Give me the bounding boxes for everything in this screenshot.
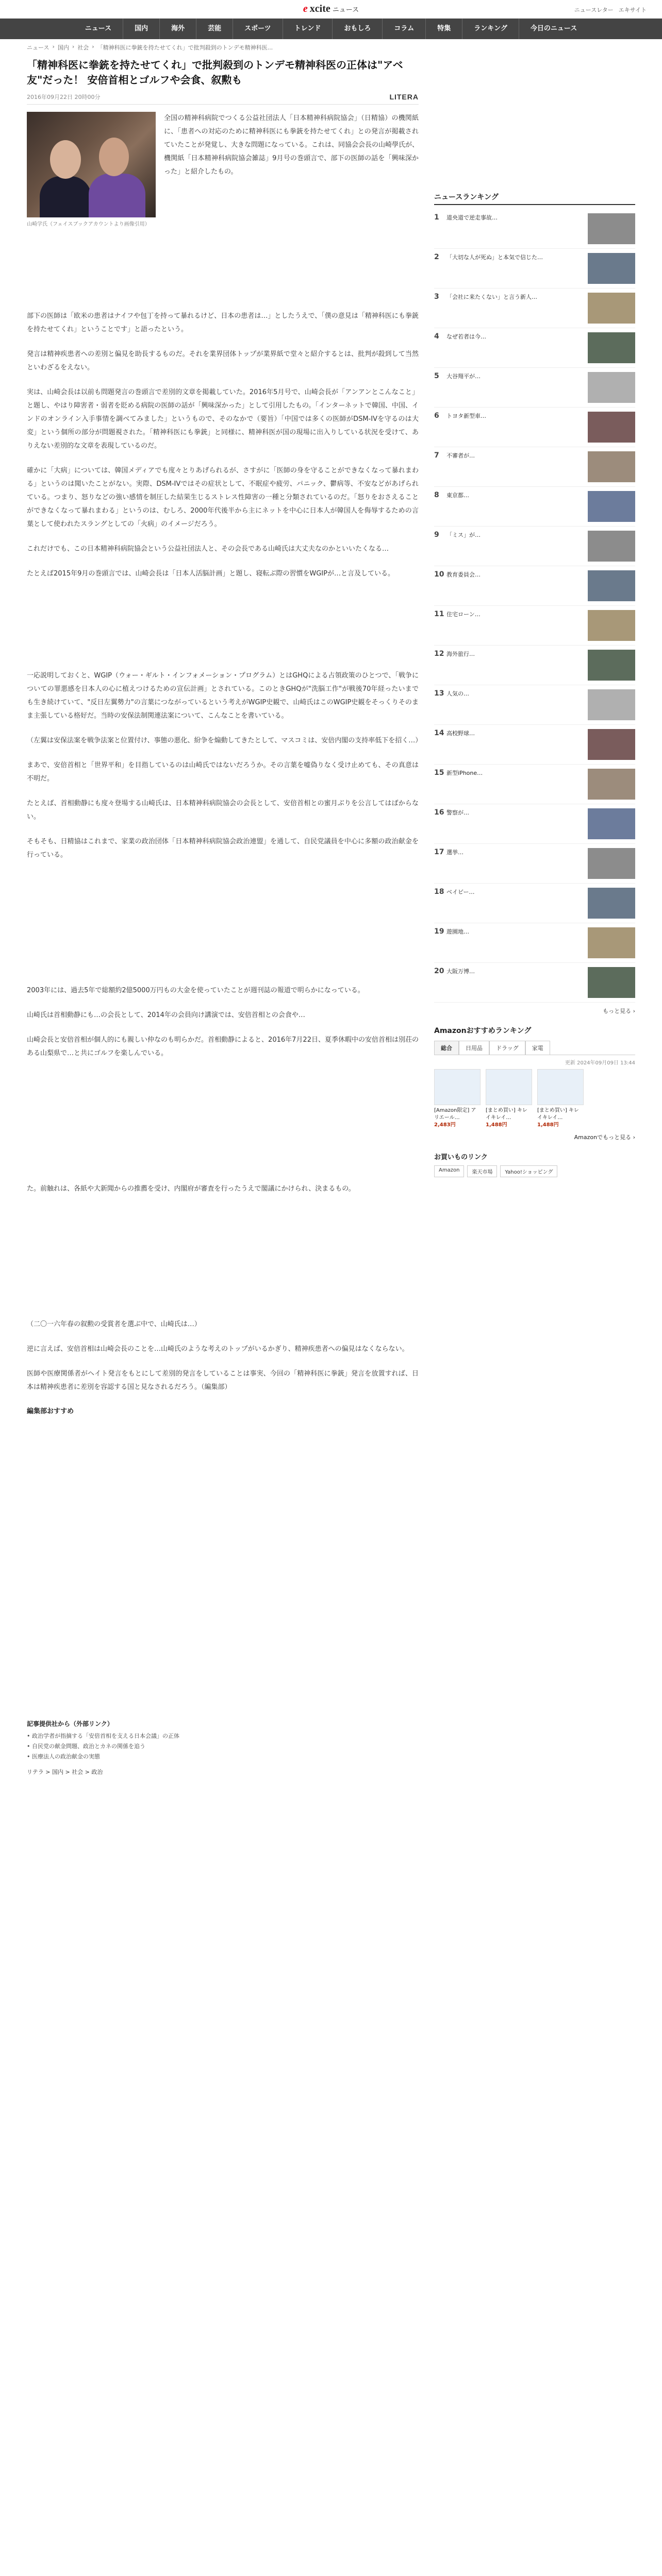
amazon-item[interactable]	[434, 1069, 481, 1129]
article-paragraph: 一応説明しておくと、WGIP（ウォー・ギルト・インフォメーション・プログラム）とはGHQによる占領政策のひとつで、「戦争についての罪悪感を日本人の心に植えつけるための宣伝計画」とされている。このときGHQが"洗脳工作"が戦後70年経ったいまでも生き続けていて、"反日左翼勢力"の言葉につながっているという考えがWGIP史観で、山崎氏はこのWGIP史観をそっくりそのまま主張している格好だ。当時の安保法制関連法案について、こんなことを書いている。	[27, 672, 419, 720]
photo-caption: 山崎学氏（フェイスブックアカウントより画像引用）	[27, 222, 150, 227]
nav-trend[interactable]: トレンド	[283, 19, 333, 39]
ranking-thumbnail	[588, 689, 635, 720]
product-price: 1,488円	[486, 1122, 507, 1128]
product-name: [まとめ買い] キレイキレイ…	[486, 1108, 527, 1121]
source-logo[interactable]: LITERA	[389, 93, 419, 101]
ranking-title: 「ミス」が…	[446, 532, 481, 538]
article-paragraph: 全国の精神科病院でつくる公益社団法人「日本精神科病院協会」（日精協）の機関紙に、「患者への対応のために精神科医にも拳銃を持たせてくれ」との発言が掲載されていたことが発覚し、大きな問題になっている。これは、同協会会長の山崎學氏が、機関紙「日本精神科病院協会雑誌」9月号の巻頭言で、部下の医師の話を「興味深かった」と紹介したもの。	[164, 114, 419, 176]
ranking-item[interactable]	[434, 804, 635, 844]
amazon-tabs	[434, 1041, 635, 1055]
ranking-number: 16	[434, 808, 444, 817]
rakuten-link[interactable]: 楽天市場	[467, 1165, 497, 1177]
top-links	[574, 6, 647, 14]
ranking-number: 7	[434, 451, 439, 460]
amazon-item[interactable]	[486, 1069, 532, 1129]
ranking-title: 大阪万博…	[446, 968, 475, 975]
amazon-tab-all[interactable]: 総合	[434, 1041, 459, 1055]
product-name: [まとめ買い] キレイキレイ…	[537, 1108, 579, 1121]
ranking-number: 20	[434, 967, 444, 975]
amazon-tab-electronics[interactable]: 家電	[525, 1041, 550, 1055]
logo-e: e	[303, 3, 308, 14]
ranking-thumbnail	[588, 372, 635, 403]
article-photo-block	[27, 112, 156, 227]
ranking-list	[434, 209, 635, 1003]
footnote-link[interactable]: • 自民党の献金問題、政治とカネの関係を追う	[27, 1741, 419, 1752]
ranking-item[interactable]	[434, 209, 635, 249]
breadcrumb-current: 「精神科医に拳銃を持たせてくれ」で批判殺到のトンデモ精神科医...	[97, 44, 273, 51]
shopping-links	[434, 1165, 635, 1177]
ranking-title: 東京都…	[446, 492, 469, 499]
top-bar	[0, 0, 662, 19]
product-image	[537, 1069, 584, 1105]
article-paragraph: 2003年には、過去5年で総額約2億5000万円もの大金を使っていたことが週刊誌の報道で明らかになっている。	[27, 987, 365, 994]
nav-domestic[interactable]: 国内	[123, 19, 159, 39]
ranking-thumbnail	[588, 610, 635, 641]
ranking-item[interactable]	[434, 725, 635, 765]
nav-ranking[interactable]: ランキング	[462, 19, 519, 39]
ranking-item[interactable]	[434, 289, 635, 328]
article-paragraph: まあで、安倍首相と「世界平和」を目指しているのは山崎氏ではないだろうか。その言葉を嘘偽りなく受け止めても、その真意は不明だ。	[27, 761, 419, 783]
excite-logo[interactable]	[303, 3, 359, 15]
article-paragraph: た。前触れは、各紙や大新聞からの推薦を受け、内閣府が審査を行ったうえで閣議にかけられ、決まるもの。	[27, 1185, 355, 1193]
product-price: 2,483円	[434, 1122, 456, 1128]
ranking-title: 人気の…	[446, 690, 469, 697]
article-paragraph: 山崎氏は首相動静にも…の会長として、2014年の会員向け講演では、安倍首相との会食や…	[27, 1011, 305, 1019]
article-main	[27, 58, 422, 1776]
nav-overseas[interactable]: 海外	[159, 19, 196, 39]
ad-space	[27, 1072, 419, 1182]
ranking-title: 海外旅行…	[446, 651, 475, 657]
ranking-item[interactable]	[434, 368, 635, 408]
ranking-title: 「会社に来たくない」と言う新人…	[446, 294, 537, 300]
breadcrumb-sep: ›	[92, 43, 94, 50]
ranking-thumbnail	[588, 570, 635, 601]
ranking-thumbnail	[588, 412, 635, 443]
article-paragraph: （二〇一六年春の叙勲の受賞者を選ぶ中で、山崎氏は…）	[27, 1320, 201, 1328]
ranking-thumbnail	[588, 213, 635, 244]
ranking-number: 10	[434, 570, 444, 579]
nav-sports[interactable]: スポーツ	[233, 19, 282, 39]
breadcrumb	[27, 43, 635, 52]
ranking-number: 17	[434, 848, 444, 856]
amazon-updated: 更新 2024年09月09日 13:44	[565, 1060, 635, 1066]
ranking-thumbnail	[588, 491, 635, 522]
ranking-item[interactable]	[434, 249, 635, 289]
ranking-item[interactable]	[434, 566, 635, 606]
footnote-link[interactable]: • 医療法人の政治献金の実態	[27, 1752, 419, 1762]
ranking-title: なぜ若者は今…	[446, 333, 486, 340]
yahoo-shopping-link[interactable]: Yahoo!ショッピング	[500, 1165, 557, 1177]
article-paragraph: たとえば2015年9月の巻頭言では、山崎会長は「日本人活脳計画」と題し、寝転ぶ際の習慣をWGIPが…と言及している。	[27, 570, 394, 578]
ranking-heading: ニュースランキング	[434, 192, 635, 205]
article-paragraph: そもそも、日精協はこれまで、家業の政治団体「日本精神科病院協会政治連盟」を通して、自民党議員を中心に多額の政治献金を行っている。	[27, 838, 419, 859]
ranking-thumbnail	[588, 769, 635, 800]
article-paragraph: たとえば、首相動静にも度々登場する山崎氏は、日本精神科病院協会の会長として、安倍首相との蜜月ぶりを公言してはばからない。	[27, 800, 419, 821]
ranking-title: トヨタ新型車…	[446, 413, 486, 419]
ranking-thumbnail	[588, 253, 635, 284]
ranking-item[interactable]	[434, 328, 635, 368]
ranking-item[interactable]	[434, 408, 635, 447]
ranking-thumbnail	[588, 451, 635, 482]
article-meta	[27, 93, 419, 105]
amazon-link[interactable]: Amazon	[434, 1165, 464, 1177]
article-paragraph: 実は、山崎会長は以前も問題発言の巻頭言で差別的文章を掲載していた。2016年5月号で、山崎会長が「アンアンとこんなこと」と題し、やはり障害者・弱者を貶める病院の医師の話が「興味深かった」として引用したもの。「インターネットで韓国、中国、インドのオンライン入手事情を調べてみました」というもので、そのなかで（要旨）「中国では多くの医師がDSM-IVを守るのは大変」という個所の部分が問題視された。「精神科医にも拳銃」と同様に、精神科医が国の現場に出入りしている状況を受けて、ありえない差別的な文章を表現しているのだ。	[27, 388, 419, 450]
product-image	[434, 1069, 481, 1105]
article-paragraph: 医師や医療関係者がヘイト発言をもとにして差別的発言をしていることは事実、今回の「精神科医に拳銃」発言を放置すれば、日本は精神疾患者に差別を容認する国と見なされるだろう。（編集部）	[27, 1370, 419, 1391]
breadcrumb-item[interactable]: 国内	[57, 44, 69, 51]
nav-feature[interactable]: 特集	[425, 19, 462, 39]
ranking-number: 1	[434, 213, 439, 222]
ranking-thumbnail	[588, 729, 635, 760]
ranking-number: 12	[434, 650, 444, 658]
ranking-thumbnail	[588, 808, 635, 839]
ranking-title: 不審者が…	[446, 452, 475, 459]
nav-today[interactable]: 今日のニュース	[519, 19, 588, 39]
footnote-link[interactable]: • 政治学者が指摘する「安倍首相を支える日本会議」の正体	[27, 1731, 419, 1741]
ranking-thumbnail	[588, 293, 635, 324]
ranking-thumbnail	[588, 888, 635, 919]
ranking-title: 高校野球…	[446, 730, 475, 737]
article-paragraph: 確かに「大病」については、韓国メディアでも度々とりあげられるが、さすがに「医師の身を守ることができなくなって暴れまわる」というのは聞いたことがない。実際、DSM-IVではその症状として、不眠症や疲労、パニック、鬱病等、不安などがあげられている。つまり、怒りなどの強い感情を制圧した結果生じるストレス性障害の一種と分類されているのだ。「怒りをおさえることができなくなって暴れまわる」というのは、むしろ、2000年代後半から主にネットを中心に日本人が韓国人を侮辱するための言葉として使われたスラングとしての「火病」のイメージだろう。	[27, 467, 419, 528]
ranking-item[interactable]	[434, 963, 635, 1003]
ad-space	[27, 873, 419, 984]
breadcrumb-item[interactable]: 社会	[77, 44, 89, 51]
ranking-number: 11	[434, 610, 444, 618]
ranking-number: 6	[434, 412, 439, 420]
bottom-breadcrumb[interactable]: リテラ > 国内 > 社会 > 政治	[27, 1769, 103, 1776]
article-paragraph: 発言は精神疾患者への差別と偏見を助長するものだ。それを業界団体トップが業界紙で堂々と紹介するとは、批判が殺到して当然といわざるをえない。	[27, 350, 419, 371]
ranking-number: 8	[434, 491, 439, 499]
amazon-heading: Amazonおすすめランキング	[434, 1027, 532, 1035]
ad-space	[27, 1207, 419, 1318]
article-paragraph: これだけでも、この日本精神科病院協会という公益社団法人と、その会長である山崎氏は大丈夫なのかといいたくなる…	[27, 545, 389, 553]
ranking-title: 「大切な人が死ぬ」と本気で信じた…	[446, 254, 543, 261]
amazon-item[interactable]	[537, 1069, 584, 1129]
ranking-number: 18	[434, 888, 444, 896]
ranking-title: 教育委員会…	[446, 571, 481, 578]
ranking-title: 新型iPhone…	[446, 770, 483, 776]
ranking-title: 住宅ローン…	[446, 611, 481, 618]
amazon-tab-daily[interactable]: 日用品	[459, 1041, 489, 1055]
ranking-number: 14	[434, 729, 444, 737]
logo-text: xcite	[309, 3, 330, 14]
article-paragraph: 部下の医師は「欧米の患者はナイフや包丁を持って暴れるけど、日本の患者は…」としたうえで、「僕の意見は「精神科医にも拳銃を持たせてくれ」ということです」と語ったという。	[27, 312, 419, 333]
ranking-title: 警察が…	[446, 809, 469, 816]
main-nav	[0, 19, 662, 39]
nav-entertainment[interactable]: 芸能	[196, 19, 233, 39]
breadcrumb-sep: ›	[52, 43, 55, 50]
ranking-number: 9	[434, 531, 439, 539]
article-title: 「精神科医に拳銃を持たせてくれ」で批判殺到のトンデモ精神科医の正体は"アベ友"だった！ 安倍首相とゴルフや会食、叙勲も	[27, 59, 403, 86]
footnote-heading: 記事提供社から（外部リンク）	[27, 1720, 113, 1727]
ranking-title: 選挙…	[446, 849, 464, 856]
amazon-items	[434, 1069, 635, 1129]
breadcrumb-item[interactable]: ニュース	[27, 44, 49, 51]
ranking-thumbnail	[588, 927, 635, 958]
article-paragraph: 山崎会長と安倍首相が個人的にも親しい仲なのも明らかだ。首相動静によると、2016年7月22日、夏季休暇中の安倍首相は別荘のある山梨県で…と共にゴルフを楽しんでいる。	[27, 1036, 419, 1057]
ranking-title: 遊園地…	[446, 928, 469, 935]
product-price: 1,488円	[537, 1122, 559, 1128]
ranking-thumbnail	[588, 332, 635, 363]
ranking-item[interactable]	[434, 606, 635, 646]
ranking-thumbnail	[588, 650, 635, 681]
sidebar	[434, 58, 635, 1776]
ranking-item[interactable]	[434, 527, 635, 566]
article-paragraph: （左翼は安保法案を戦争法案と位置付け、事態の悪化、紛争を煽動してきたとして、マスコミは、安倍内閣の支持率低下を招く…）	[27, 737, 422, 744]
ranking-thumbnail	[588, 967, 635, 998]
amazon-more-link[interactable]: Amazonでもっと見る ›	[574, 1134, 635, 1141]
ad-space	[27, 592, 419, 669]
product-image	[486, 1069, 532, 1105]
ranking-number: 15	[434, 769, 444, 777]
ranking-title: ベイビー…	[446, 889, 475, 895]
article-date: 2016年09月22日 20時00分	[27, 94, 101, 100]
ranking-title: 大谷翔平が…	[446, 373, 481, 380]
ranking-item[interactable]	[434, 844, 635, 884]
ranking-number: 4	[434, 332, 439, 341]
ranking-thumbnail	[588, 848, 635, 879]
ranking-thumbnail	[588, 531, 635, 562]
ranking-number: 13	[434, 689, 444, 698]
ranking-item[interactable]	[434, 923, 635, 963]
ranking-number: 3	[434, 293, 439, 301]
logo-news: ニュース	[332, 6, 359, 14]
ad-space	[27, 232, 419, 310]
article-paragraph: 逆に言えば、安倍首相は山崎会長のことを…山崎氏のような考えのトップがいるかぎり、精神疾患者への偏見はなくならない。	[27, 1345, 409, 1353]
ranking-more-link[interactable]: もっと見る ›	[603, 1008, 635, 1014]
product-name: [Amazon限定] アリエール…	[434, 1108, 476, 1121]
ranking-number: 5	[434, 372, 439, 380]
nav-funny[interactable]: おもしろ	[332, 19, 382, 39]
amazon-tab-drug[interactable]: ドラッグ	[489, 1041, 525, 1055]
ranking-item[interactable]	[434, 487, 635, 527]
breadcrumb-sep: ›	[72, 43, 75, 50]
nav-news[interactable]: ニュース	[85, 25, 112, 32]
excite-link[interactable]: エキサイト	[618, 7, 647, 13]
article-photo	[27, 112, 156, 217]
newsletter-link[interactable]: ニュースレター	[574, 7, 614, 13]
ranking-item[interactable]	[434, 646, 635, 685]
ranking-item[interactable]	[434, 685, 635, 725]
ranking-title: 道央道で逆走事故…	[446, 214, 498, 221]
nav-column[interactable]: コラム	[382, 19, 425, 39]
footnote-list	[27, 1731, 419, 1761]
ranking-item[interactable]	[434, 765, 635, 804]
ranking-item[interactable]	[434, 447, 635, 487]
shopping-links-heading: お買いものリンク	[434, 1154, 488, 1161]
recommend-heading: 編集部おすすめ	[27, 1408, 74, 1415]
ranking-item[interactable]	[434, 884, 635, 923]
ranking-number: 19	[434, 927, 444, 936]
ranking-number: 2	[434, 253, 439, 261]
